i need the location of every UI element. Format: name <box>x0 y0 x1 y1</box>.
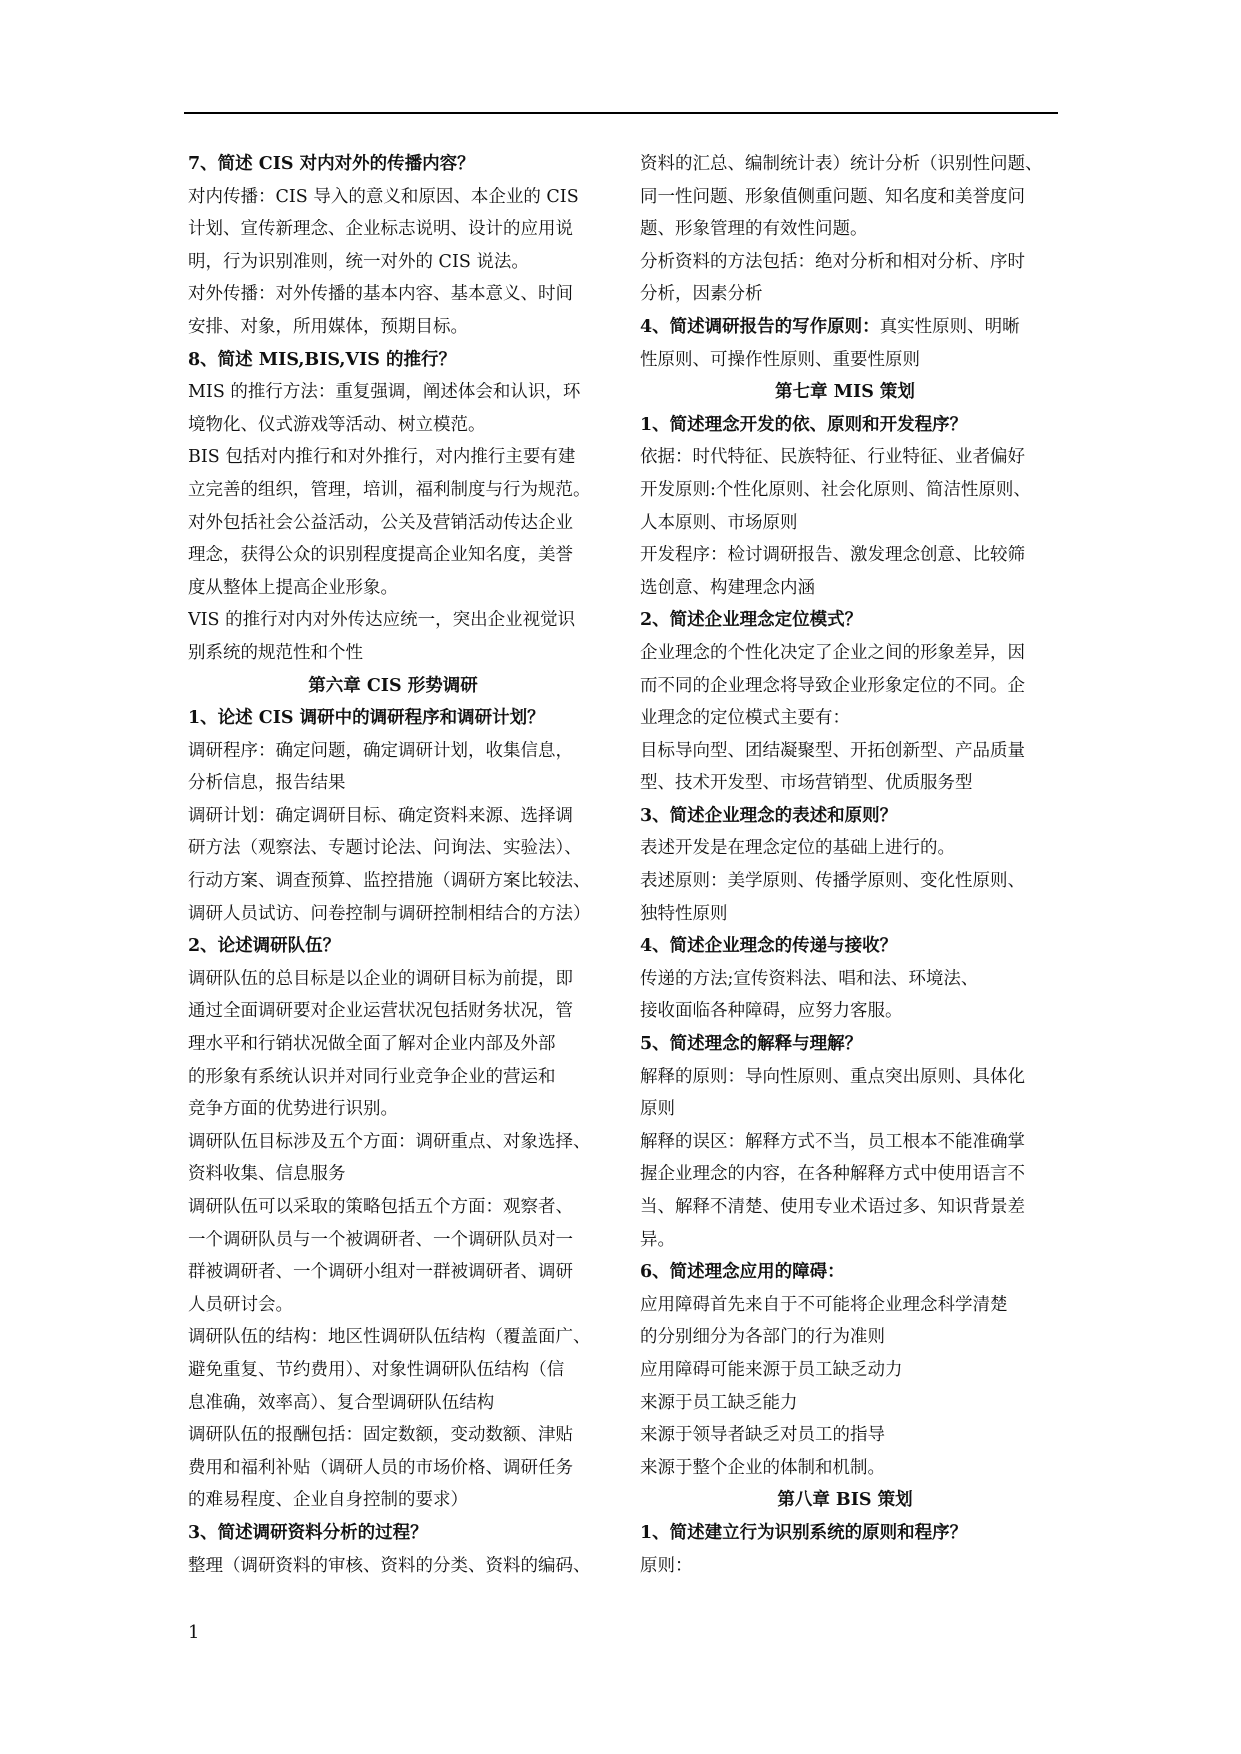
text-line: 同一性问题、形象值侧重问题、知名度和美誉度问 <box>640 186 1025 207</box>
text-line: 计划、宣传新理念、企业标志说明、设计的应用说 <box>188 219 573 240</box>
text-line: 目标导向型、团结凝聚型、开拓创新型、产品质量 <box>640 740 1025 761</box>
question-heading: 3、简述企业理念的表述和原则？ <box>640 805 898 826</box>
text-line: 依据：时代特征、民族特征、行业特征、业者偏好 <box>640 447 1025 468</box>
question-heading: 1、简述建立行为识别系统的原则和程序？ <box>640 1522 968 1543</box>
text-line: 分析信息，报告结果 <box>188 773 346 794</box>
text-line: 异。 <box>640 1229 675 1250</box>
text-line: VIS 的推行对内对外传达应统一，突出企业视觉识 <box>188 610 576 631</box>
question-heading: 3、简述调研资料分析的过程？ <box>188 1522 428 1543</box>
page-number: 1 <box>188 1622 200 1643</box>
text-line: 应用障碍可能来源于员工缺乏动力 <box>640 1359 903 1380</box>
text-line: 明，行为识别准则，统一对外的 CIS 说法。 <box>188 251 529 272</box>
text-line: 应用障碍首先来自于不可能将企业理念科学清楚 <box>640 1294 1008 1315</box>
text-line: 对外传播：对外传播的基本内容、基本意义、时间 <box>188 284 573 305</box>
text-line: 避免重复、节约费用）、对象性调研队伍结构（信 <box>188 1359 565 1380</box>
question-heading: 1、论述 CIS 调研中的调研程序和调研计划？ <box>188 708 545 729</box>
text-line: 人本原则、市场原则 <box>640 512 798 533</box>
text-line: 资料收集、信息服务 <box>188 1164 346 1185</box>
text-line: 理水平和行销状况做全面了解对企业内部及外部 <box>188 1034 556 1055</box>
question-heading: 2、简述企业理念定位模式？ <box>640 610 863 631</box>
text-line: 安排、对象，所用媒体，预期目标。 <box>188 316 468 337</box>
question-heading: 6、简述理念应用的障碍： <box>640 1262 845 1283</box>
text-line: 分析，因素分析 <box>640 284 763 305</box>
text-line: 通过全面调研要对企业运营状况包括财务状况，管 <box>188 1001 573 1022</box>
header-rule <box>184 112 1058 114</box>
text-line: 的形象有系统认识并对同行业竞争企业的营运和 <box>188 1066 556 1087</box>
text-line: 调研队伍可以采取的策略包括五个方面：观察者、 <box>188 1197 573 1217</box>
text-line: 的分别细分为各部门的行为准则 <box>640 1327 885 1348</box>
text-line: 资料的汇总、编制统计表）统计分析（识别性问题、 <box>640 154 1043 174</box>
text-line: 选创意、构建理念内涵 <box>640 577 815 598</box>
text-line: 研方法（观察法、专题讨论法、问询法、实验法）、 <box>188 838 582 859</box>
text-line: 群被调研者、一个调研小组对一群被调研者、调研 <box>188 1262 573 1283</box>
text-line: 人员研讨会。 <box>188 1294 293 1315</box>
chapter-heading: 第八章 BIS 策划 <box>777 1490 913 1511</box>
text-line: 对外包括社会公益活动，公关及营销活动传达企业 <box>188 512 573 533</box>
text-line: 当、解释不清楚、使用专业术语过多、知识背景差 <box>640 1197 1025 1217</box>
text-line: 竞争方面的优势进行识别。 <box>188 1099 398 1120</box>
text-line: 开发原则:个性化原则、社会化原则、简洁性原则、 <box>640 479 1031 500</box>
text-line: 立完善的组织，管理，培训，福利制度与行为规范。 <box>188 479 591 500</box>
text-line: 传递的方法;宣传资料法、唱和法、环境法、 <box>640 968 979 989</box>
text-line: 别系统的规范性和个性 <box>188 642 363 663</box>
text-line: 解释的原则：导向性原则、重点突出原则、具体化 <box>640 1066 1025 1087</box>
question-heading: 8、简述 MIS,BIS,VIS 的推行？ <box>188 349 457 370</box>
text-line: 开发程序：检讨调研报告、激发理念创意、比较筛 <box>640 545 1025 566</box>
answer-text: 真实性原则、明晰 <box>879 316 1020 337</box>
text-line: 握企业理念的内容，在各种解释方式中使用语言不 <box>640 1164 1025 1185</box>
text-line: 理念，获得公众的识别程度提高企业知名度，美誉 <box>188 545 573 566</box>
question-label: 4、简述调研报告的写作原则： <box>640 316 880 337</box>
text-line: 性原则、可操作性原则、重要性原则 <box>640 349 920 370</box>
text-line: 原则： <box>640 1555 693 1576</box>
text-line: 境物化、仪式游戏等活动、树立模范。 <box>188 414 486 435</box>
question-heading: 1、简述理念开发的依、原则和开发程序？ <box>640 414 968 435</box>
text-line: 调研队伍的报酬包括：固定数额，变动数额、津贴 <box>188 1425 573 1446</box>
text-line: 息准确，效率高）、复合型调研队伍结构 <box>188 1392 495 1413</box>
question-heading: 4、简述企业理念的传递与接收？ <box>640 936 898 957</box>
text-line: 分析资料的方法包括：绝对分析和相对分析、序时 <box>640 251 1025 272</box>
chapter-heading: 第六章 CIS 形势调研 <box>308 675 478 696</box>
text-line: 度从整体上提高企业形象。 <box>188 577 398 598</box>
text-line: 题、形象管理的有效性问题。 <box>640 219 868 240</box>
left-column <box>188 148 598 1582</box>
text-line: 接收面临各种障碍，应努力客服。 <box>640 1001 903 1022</box>
text-line: 费用和福利补贴（调研人员的市场价格、调研任务 <box>188 1457 573 1478</box>
text-line: 来源于员工缺乏能力 <box>640 1392 798 1413</box>
question-heading: 5、简述理念的解释与理解？ <box>640 1034 863 1055</box>
text-line: 整理（调研资料的审核、资料的分类、资料的编码、 <box>188 1555 591 1576</box>
text-line: 独特性原则 <box>640 903 728 924</box>
text-line: 的难易程度、企业自身控制的要求） <box>188 1490 468 1511</box>
text-line: 原则 <box>640 1099 675 1120</box>
text-line: 来源于领导者缺乏对员工的指导 <box>640 1425 885 1446</box>
right-column <box>640 148 1050 1582</box>
text-line: 表述开发是在理念定位的基础上进行的。 <box>640 838 955 859</box>
text-line: 一个调研队员与一个被调研者、一个调研队员对一 <box>188 1229 573 1250</box>
text-line: 调研队伍的结构：地区性调研队伍结构（覆盖面广、 <box>188 1327 591 1348</box>
text-line: 表述原则：美学原则、传播学原则、变化性原则、 <box>640 871 1025 892</box>
text-line: 来源于整个企业的体制和机制。 <box>640 1457 885 1478</box>
text-line: 调研队伍目标涉及五个方面：调研重点、对象选择、 <box>188 1131 591 1152</box>
text-line: 业理念的定位模式主要有： <box>640 708 850 729</box>
text-line: 调研计划：确定调研目标、确定资料来源、选择调 <box>188 805 573 826</box>
question-heading: 2、论述调研队伍？ <box>188 936 341 957</box>
text-line: 对内传播：CIS 导入的意义和原因、本企业的 CIS <box>188 186 579 207</box>
question-heading <box>640 311 1050 344</box>
text-line: MIS 的推行方法：重复强调，阐述体会和认识，环 <box>188 382 581 403</box>
text-line: 解释的误区：解释方式不当，员工根本不能准确掌 <box>640 1131 1025 1152</box>
text-line: 而不同的企业理念将导致企业形象定位的不同。企 <box>640 675 1025 696</box>
text-line: 企业理念的个性化决定了企业之间的形象差异，因 <box>640 642 1025 663</box>
text-line: BIS 包括对内推行和对外推行，对内推行主要有建 <box>188 447 576 468</box>
text-line: 调研程序：确定问题，确定调研计划，收集信息， <box>188 740 573 761</box>
text-line: 型、技术开发型、市场营销型、优质服务型 <box>640 773 973 794</box>
text-line: 调研队伍的总目标是以企业的调研目标为前提，即 <box>188 968 573 989</box>
text-line: 调研人员试访、问卷控制与调研控制相结合的方法） <box>188 903 591 924</box>
text-line: 行动方案、调查预算、监控措施（调研方案比较法、 <box>188 871 591 892</box>
chapter-heading: 第七章 MIS 策划 <box>775 382 915 403</box>
question-heading: 7、简述 CIS 对内对外的传播内容？ <box>188 154 475 174</box>
